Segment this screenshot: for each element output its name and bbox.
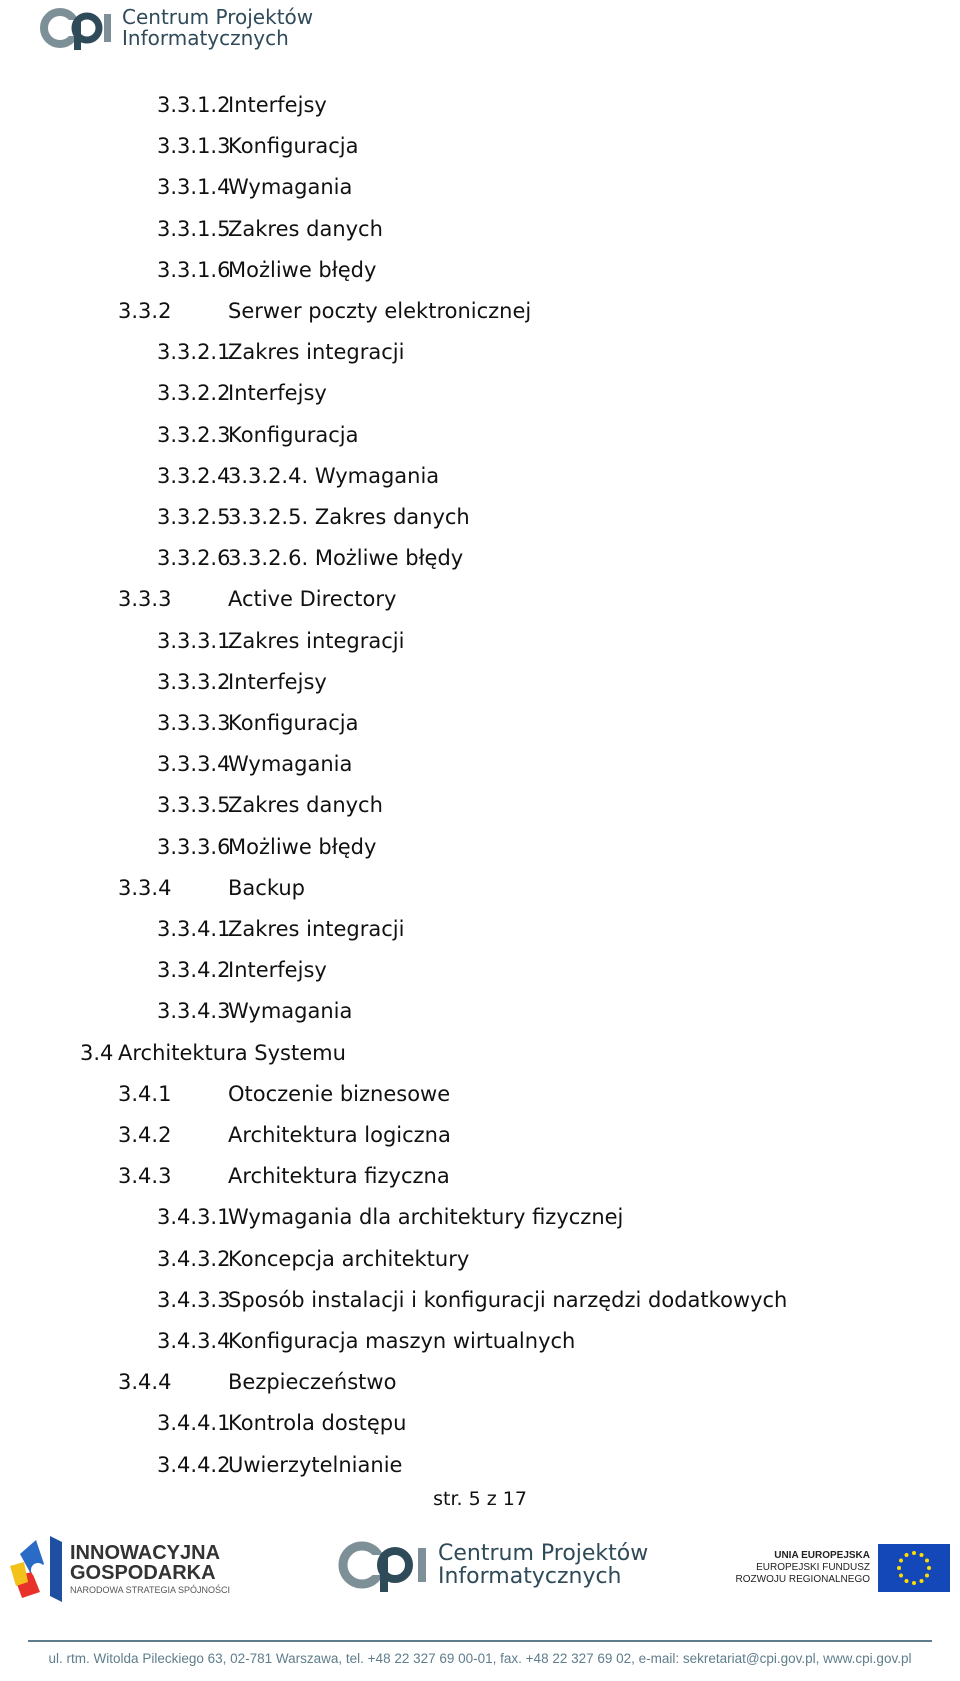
cpi-logo-line2: Informatycznych xyxy=(122,26,289,50)
toc-entry-title: Zakres integracji xyxy=(228,628,405,653)
toc-entry-title: Zakres danych xyxy=(228,793,383,818)
toc-entry[interactable] xyxy=(0,1326,960,1356)
toc-entry[interactable] xyxy=(0,749,960,779)
toc-entry-number: 3.4.4.2 xyxy=(157,1452,231,1477)
toc-entry[interactable] xyxy=(0,378,960,408)
toc-entry[interactable] xyxy=(0,790,960,820)
ig-line3: NARODOWA STRATEGIA SPÓJNOŚCI xyxy=(70,1585,231,1595)
toc-entry[interactable] xyxy=(0,626,960,656)
eu-star xyxy=(927,1566,931,1570)
toc-entry-title: Konfiguracja xyxy=(228,134,359,159)
toc-entry-title: 3.3.2.6. Możliwe błędy xyxy=(228,546,464,571)
toc-entry[interactable] xyxy=(0,1120,960,1150)
toc-entry-title: Wymagania xyxy=(228,752,353,777)
footer-address: ul. rtm. Witolda Pileckiego 63, 02-781 Warszawa, tel. +48 22 327 69 00-01, fax. +48 22 327 69 02, e-mail: sekretariat@cpi.gov.pl, www.cpi.gov.pl xyxy=(48,1651,912,1666)
toc-entry[interactable] xyxy=(0,1161,960,1191)
toc-entry[interactable] xyxy=(0,914,960,944)
toc-entry[interactable] xyxy=(0,420,960,450)
toc-entry-number: 3.4.4.1 xyxy=(157,1411,231,1436)
eu-logo-text xyxy=(736,1550,870,1586)
eu-star xyxy=(925,1574,929,1578)
toc-entry-title: Bezpieczeństwo xyxy=(228,1370,397,1395)
footer-logos xyxy=(0,1530,960,1610)
eu-star xyxy=(899,1559,903,1563)
toc-entry-number: 3.3.3.4 xyxy=(157,752,231,777)
toc-entry-title: Interfejsy xyxy=(228,958,327,983)
toc-entry[interactable] xyxy=(0,1285,960,1315)
toc-entry-number: 3.3.3.1 xyxy=(157,628,231,653)
toc-entry-number: 3.3.1.6 xyxy=(157,257,231,282)
cpi-logo-text xyxy=(122,7,313,49)
cpi-logo-mark xyxy=(40,6,313,50)
toc-entry-title: Architektura Systemu xyxy=(118,1040,346,1065)
toc-entry-title: Zakres integracji xyxy=(228,340,405,365)
toc-entry[interactable] xyxy=(0,832,960,862)
toc-entry-title: Interfejsy xyxy=(228,669,327,694)
toc-entry[interactable] xyxy=(0,131,960,161)
toc-entry[interactable] xyxy=(0,337,960,367)
toc-entry-title: Koncepcja architektury xyxy=(228,1246,470,1271)
toc-entry[interactable] xyxy=(0,584,960,614)
cpi-logo-icon xyxy=(40,6,114,50)
toc-entry-number: 3.4.1 xyxy=(118,1081,172,1106)
toc-entry-number: 3.3.2.4 xyxy=(157,463,231,488)
cpi-footer-logo xyxy=(338,1538,648,1592)
toc-entry-title: Serwer poczty elektronicznej xyxy=(228,299,532,323)
footer-divider xyxy=(28,1640,932,1642)
toc-entry-title: Możliwe błędy xyxy=(228,834,377,859)
toc-entry-title: Active Directory xyxy=(228,587,397,612)
toc-entry[interactable] xyxy=(0,996,960,1026)
toc-entry[interactable] xyxy=(0,214,960,244)
header-logo xyxy=(40,6,313,50)
toc-entry-number: 3.4.2 xyxy=(118,1123,172,1147)
toc-entry-title: Uwierzytelnianie xyxy=(228,1452,403,1477)
eu-star xyxy=(905,1579,909,1583)
cpi-logo-line1: Centrum Projektów xyxy=(122,5,314,29)
toc-entry[interactable] xyxy=(0,502,960,532)
toc-entry[interactable] xyxy=(0,873,960,903)
toc-entry[interactable] xyxy=(0,1038,960,1068)
toc-entry-number: 3.4.3.4 xyxy=(157,1329,231,1353)
eu-star xyxy=(912,1581,916,1585)
toc-entry[interactable] xyxy=(0,255,960,285)
toc-entry-title: Architektura logiczna xyxy=(228,1123,451,1147)
eu-star xyxy=(920,1553,924,1557)
toc-entry-number: 3.3.3 xyxy=(118,587,172,612)
toc-entry-number: 3.3.4.2 xyxy=(157,958,231,983)
eu-star xyxy=(905,1553,909,1557)
toc-entry-title: Wymagania dla architektury fizycznej xyxy=(228,1205,624,1230)
cpi-footer-line1: Centrum Projektów xyxy=(438,1540,649,1566)
toc-entry-number: 3.4.3.1 xyxy=(157,1205,231,1230)
toc-entry-title: Interfejsy xyxy=(228,93,327,117)
eu-star xyxy=(925,1559,929,1563)
toc-entry[interactable] xyxy=(0,1367,960,1397)
toc-entry-number: 3.3.4.3 xyxy=(157,999,231,1024)
eu-star xyxy=(912,1551,916,1555)
toc-entry-title: Interfejsy xyxy=(228,381,327,406)
toc-entry-number: 3.3.3.5 xyxy=(157,793,231,818)
eu-line1: UNIA EUROPEJSKA xyxy=(774,1550,870,1561)
cpi-footer-line2: Informatycznych xyxy=(438,1564,622,1589)
toc-entry-number: 3.3.2.6 xyxy=(157,546,231,571)
toc-entry-number: 3.3.3.3 xyxy=(157,711,231,735)
toc-entry[interactable] xyxy=(0,90,960,120)
toc-entry-number: 3.4.3.2 xyxy=(157,1246,231,1271)
toc-entry-title: Architektura fizyczna xyxy=(228,1164,450,1189)
toc-entry-number: 3.3.2 xyxy=(118,299,172,323)
toc-entry[interactable] xyxy=(0,461,960,491)
toc-entry-title: Otoczenie biznesowe xyxy=(228,1081,451,1106)
eu-logo xyxy=(736,1544,950,1592)
toc-entry-number: 3.3.4.1 xyxy=(157,917,231,941)
eu-star xyxy=(899,1574,903,1578)
cpi-footer-text xyxy=(438,1542,648,1588)
toc-entry-title: Wymagania xyxy=(228,999,353,1024)
ig-line2: GOSPODARKA xyxy=(70,1562,216,1584)
innowacyjna-gospodarka-text xyxy=(70,1543,230,1595)
toc-entry-title: Konfiguracja maszyn wirtualnych xyxy=(228,1329,576,1353)
eu-star xyxy=(897,1566,901,1570)
toc-entry-number: 3.3.1.5 xyxy=(157,216,231,241)
toc-entry-title: 3.3.2.4. Wymagania xyxy=(228,463,440,488)
toc-entry-number: 3.3.2.3 xyxy=(157,422,231,447)
toc-entry-number: 3.3.3.2 xyxy=(157,669,231,694)
eu-line3: ROZWOJU REGIONALNEGO xyxy=(735,1574,870,1585)
ig-line1: INNOWACYJNA xyxy=(70,1542,221,1564)
toc-entry[interactable] xyxy=(0,172,960,202)
toc-entry-title: Konfiguracja xyxy=(228,422,359,447)
toc-entry[interactable] xyxy=(0,296,960,326)
innowacyjna-gospodarka-icon xyxy=(10,1536,62,1602)
toc-entry-title: Możliwe błędy xyxy=(228,257,377,282)
toc-entry-number: 3.3.4 xyxy=(118,875,172,900)
toc-entry-number: 3.4.4 xyxy=(118,1370,172,1395)
toc-entry-number: 3.3.1.4 xyxy=(157,175,231,200)
toc-entry-number: 3.4.3.3 xyxy=(157,1287,231,1312)
toc-entry-title: Wymagania xyxy=(228,175,353,200)
toc-entry-number: 3.3.3.6 xyxy=(157,834,231,859)
toc-entry[interactable] xyxy=(0,1450,960,1480)
toc-entry[interactable] xyxy=(0,667,960,697)
eu-flag-icon xyxy=(878,1544,950,1592)
toc-entry[interactable] xyxy=(0,955,960,985)
toc-entry-number: 3.3.2.2 xyxy=(157,381,231,406)
toc-entry-number: 3.4.3 xyxy=(118,1164,172,1189)
toc-entry-title: 3.3.2.5. Zakres danych xyxy=(228,505,470,529)
toc-entry[interactable] xyxy=(0,543,960,573)
toc-entry-title: Zakres integracji xyxy=(228,917,405,941)
toc-entry-number: 3.3.1.3 xyxy=(157,134,231,159)
toc-entry-number: 3.3.2.1 xyxy=(157,340,231,365)
toc-entry-title: Kontrola dostępu xyxy=(228,1411,407,1436)
toc-entry-title: Backup xyxy=(228,875,305,900)
eu-line2: EUROPEJSKI FUNDUSZ xyxy=(756,1562,870,1573)
toc-entry-number: 3.3.1.2 xyxy=(157,93,231,117)
toc-entry[interactable] xyxy=(0,708,960,738)
toc-entry-number: 3.4 xyxy=(80,1040,114,1065)
toc-entry-title: Sposób instalacji i konfiguracji narzędzi dodatkowych xyxy=(228,1287,788,1312)
eu-star xyxy=(920,1579,924,1583)
toc-entry-title: Konfiguracja xyxy=(228,711,359,735)
toc-entry[interactable] xyxy=(0,1244,960,1274)
toc-entry[interactable] xyxy=(0,1079,960,1109)
cpi-footer-icon xyxy=(338,1538,430,1592)
innowacyjna-gospodarka-logo xyxy=(10,1536,230,1602)
toc-entry-title: Zakres danych xyxy=(228,216,383,241)
page-number: str. 5 z 17 xyxy=(433,1488,527,1510)
toc-entry[interactable] xyxy=(0,1202,960,1232)
toc-entry-number: 3.3.2.5 xyxy=(157,505,231,529)
toc-entry[interactable] xyxy=(0,1408,960,1438)
